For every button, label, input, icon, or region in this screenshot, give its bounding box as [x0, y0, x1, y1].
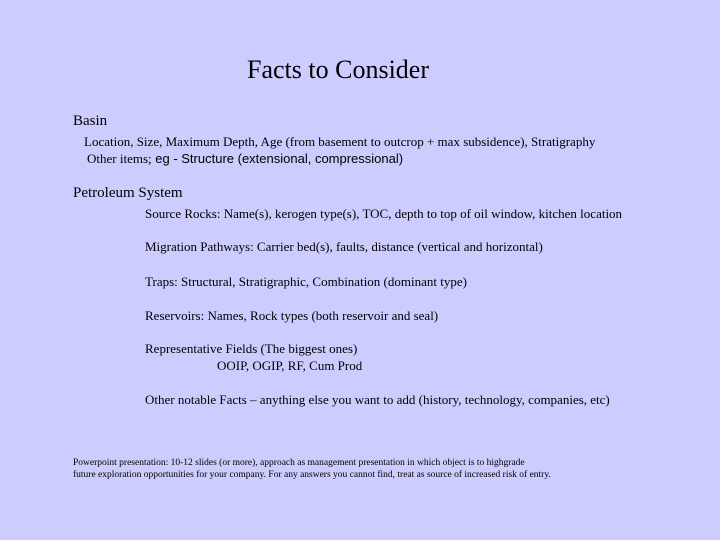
basin-heading: Basin [73, 113, 108, 129]
reservoirs-line: Reservoirs: Names, Rock types (both reservoir and seal) [145, 308, 439, 323]
basin-location-line: Location, Size, Maximum Depth, Age (from basement to outcrop + max subsidence), Stratigraphy [84, 134, 596, 149]
other-notable-facts-line: Other notable Facts – anything else you want to add (history, technology, companies, etc) [145, 392, 610, 407]
representative-fields-detail: OOIP, OGIP, RF, Cum Prod [217, 358, 363, 373]
basin-other-label: Other items; [87, 151, 152, 166]
traps-line: Traps: Structural, Stratigraphic, Combination (dominant type) [145, 274, 467, 289]
basin-other-detail: eg - Structure (extensional, compressional) [151, 151, 404, 166]
source-rocks-line: Source Rocks: Name(s), kerogen type(s), TOC, depth to top of oil window, kitchen location [145, 206, 623, 221]
footer-note-line-2: future exploration opportunities for your company. For any answers you cannot find, treat as source of increased risk of entry. [73, 470, 551, 480]
footer-note-line-1: Powerpoint presentation: 10-12 slides (or more), approach as management presentation in which object is to highgrade [73, 458, 525, 468]
basin-other-items [87, 152, 403, 165]
representative-fields-line: Representative Fields (The biggest ones) [145, 341, 358, 356]
migration-pathways-line: Migration Pathways: Carrier bed(s), faults, distance (vertical and horizontal) [145, 239, 543, 254]
slide-title: Facts to Consider [247, 55, 429, 84]
petroleum-system-heading: Petroleum System [73, 185, 183, 201]
